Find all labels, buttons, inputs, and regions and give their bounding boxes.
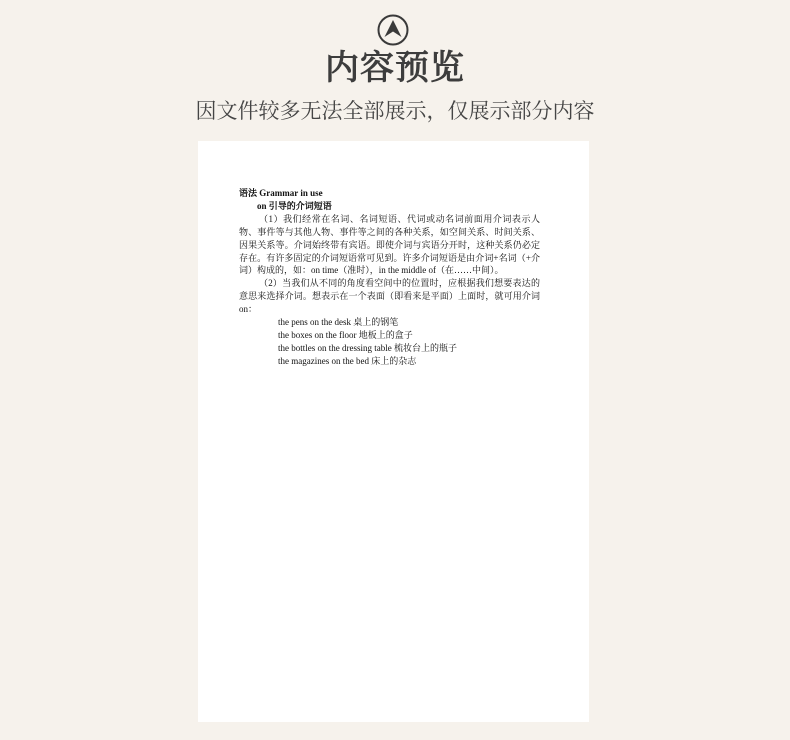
example-item: the boxes on the floor 地板上的盒子 — [278, 329, 413, 340]
page-subtitle: 因文件较多无法全部展示，仅展示部分内容 — [195, 99, 595, 123]
document-subheading: on 引导的介词短语 — [257, 200, 332, 211]
paragraph-1: （1）我们经常在名词、名词短语、代词或动名词前面用介词表示人物、事件等与其他人物、事件等之间的各种关系，如空间关系、时间关系、因果关系等。介词始终带有宾语。即使介词与宾语分开时，这种关系仍必定存在。有许多固定的介词短语常可见到。许多介词短语是由介词+名词（+介词）构成的，如：on time（准时），in the middle of（在……中间）。 — [239, 213, 540, 276]
page-title: 内容预览 — [325, 48, 465, 88]
preview-icon — [377, 14, 409, 46]
document-heading: 语法 Grammar in use — [239, 188, 323, 198]
document-page — [198, 141, 589, 722]
example-item: the pens on the desk 桌上的钢笔 — [278, 317, 399, 328]
paragraph-2: （2）当我们从不同的角度看空间中的位置时，应根据我们想要表达的意思来选择介词。想表示在一个表面（即看来是平面）上面时，就可用介词 on： — [239, 278, 540, 315]
example-item: the magazines on the bed 床上的杂志 — [278, 355, 417, 366]
example-list — [239, 316, 540, 368]
example-item: the bottles on the dressing table 梳妆台上的瓶子 — [278, 342, 457, 353]
document-content — [239, 187, 540, 368]
